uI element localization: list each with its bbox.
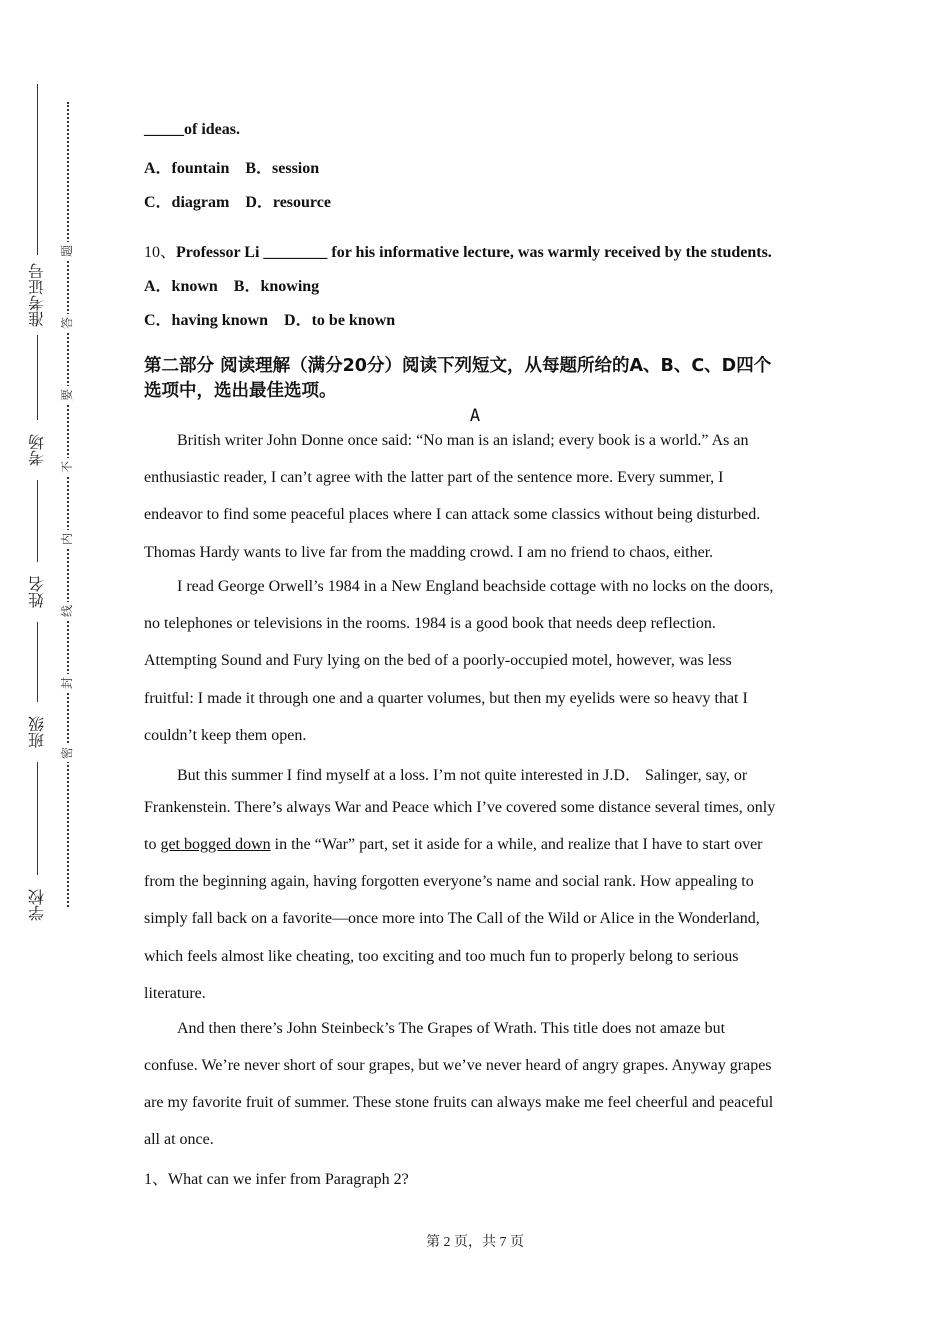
q10-stem: Professor Li ________ for his informative lecture, was warmly received by the students. (176, 244, 772, 261)
seal-char: 线 (58, 602, 76, 620)
q10-number: 10、 (144, 244, 177, 261)
q10-options-row1: A．known B．knowing (144, 278, 320, 295)
q10-options-row2: C．having known D．to be known (144, 312, 396, 329)
p1-line: endeavor to find some peaceful places where I can attack some classics without being disturbed. (144, 506, 761, 523)
seal-char: 封 (58, 674, 76, 692)
p2-line: fruitful: I made it through one and a quarter volumes, but then my eyelids were so heavy that I (144, 690, 748, 707)
seal-char: 密 (58, 744, 76, 762)
seal-char: 不 (58, 458, 76, 476)
p2-line: no telephones or televisions in the rooms. 1984 is a good book that needs deep reflection. (144, 615, 716, 632)
p1-line: Thomas Hardy wants to live far from the madding crowd. I am no friend to chaos, either. (144, 544, 714, 561)
passage-label: A (469, 406, 481, 426)
p1-line: British writer John Donne once said: “No man is an island; every book is a world.” As an (177, 432, 749, 449)
page-footer: 第 2 页，共 7 页 (426, 1235, 524, 1250)
seal-char: 内 (58, 530, 76, 548)
section-heading-line1: 第二部分 阅读理解（满分20分）阅读下列短文，从每题所给的A、B、C、D四个 (144, 356, 772, 376)
binding-solid-line (37, 84, 38, 924)
p3-line: which feels almost like cheating, too exciting and too much fun to properly belong to serious (144, 948, 739, 965)
seal-char: 答 (58, 314, 76, 332)
field-school: 学校 (20, 875, 56, 935)
question-1: 1、What can we infer from Paragraph 2? (144, 1171, 409, 1188)
field-exam-room: 考场 (20, 420, 56, 480)
underlined-phrase: get bogged down (160, 836, 271, 853)
p1-line: enthusiastic reader, I can’t agree with the latter part of the sentence more. Every summer, I (144, 469, 724, 486)
p4-line: all at once. (144, 1131, 214, 1148)
p2-line: Attempting Sound and Fury lying on the bed of a poorly-occupied motel, however, was less (144, 652, 732, 669)
p3-text: to (144, 836, 157, 853)
q9-options-row1: A．fountain B．session (144, 160, 320, 177)
p4-line: are my favorite fruit of summer. These stone fruits can always make me feel cheerful and peaceful (144, 1094, 774, 1111)
p2-line: I read George Orwell’s 1984 in a New England beachside cottage with no locks on the doors, (177, 578, 774, 595)
p3-line: literature. (144, 985, 206, 1002)
p3-text: in the “War” part, set it aside for a while, and realize that I have to start over (274, 836, 763, 853)
p3-line: But this summer I find myself at a loss. I’m not quite interested in J.D． Salinger, say, or (177, 767, 748, 784)
q10 (144, 239, 772, 262)
p3-line: Frankenstein. There’s always War and Peace which I’ve covered some distance several times, only (144, 799, 776, 816)
q9-options-row2: C．diagram D．resource (144, 194, 331, 211)
section-heading (144, 354, 814, 404)
q9-stem-tail: _____of ideas. (144, 121, 240, 138)
p3-line: from the beginning again, having forgotten everyone’s name and social rank. How appealing to (144, 873, 754, 890)
p4-line: And then there’s John Steinbeck’s The Grapes of Wrath. This title does not amaze but (177, 1020, 726, 1037)
p3-line: simply fall back on a favorite—once more into The Call of the Wild or Alice in the Wonderland, (144, 910, 760, 927)
field-class: 班级 (20, 702, 56, 762)
section-heading-line2: 选项中，选出最佳选项。 (144, 381, 337, 401)
seal-char: 题 (58, 242, 76, 260)
binding-margin (0, 0, 100, 1344)
binding-dotted-line (67, 102, 69, 907)
field-admission-number: 准考证号 (20, 255, 56, 335)
p2-line: couldn’t keep them open. (144, 727, 307, 744)
field-name: 姓名 (20, 562, 56, 622)
p4-line: confuse. We’re never short of sour grapes, but we’ve never heard of angry grapes. Anyway grapes (144, 1057, 772, 1074)
p3-line-with-underline (144, 836, 763, 854)
seal-char: 要 (58, 386, 76, 404)
